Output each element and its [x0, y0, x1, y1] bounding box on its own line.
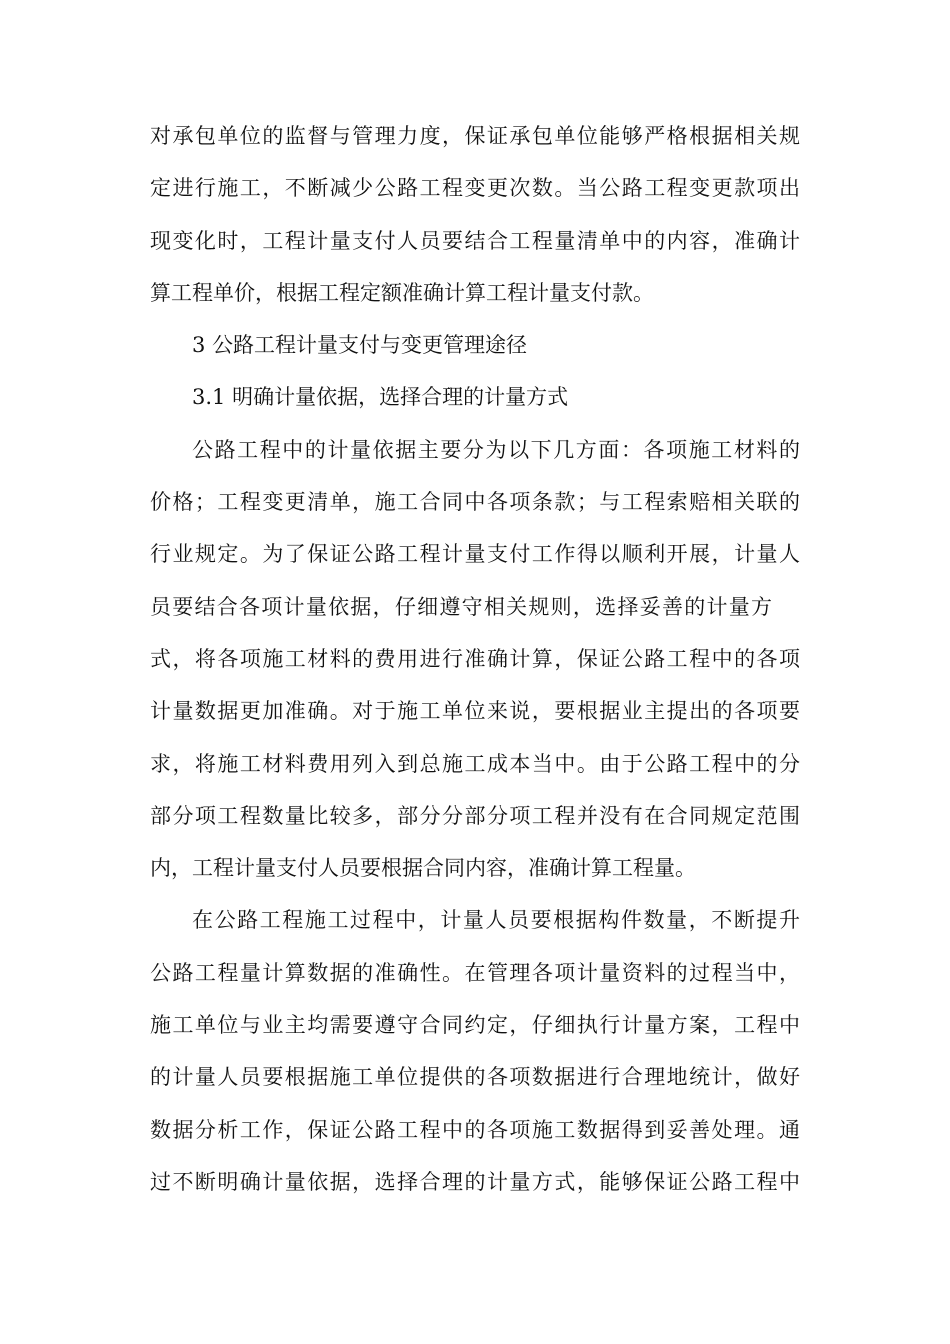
paragraph-line: 式，将各项施工材料的费用进行准确计算，保证公路工程中的各项	[150, 646, 800, 671]
paragraph-line: 公路工程中的计量依据主要分为以下几方面：各项施工材料的	[192, 437, 800, 462]
paragraph-line: 部分项工程数量比较多，部分分部分项工程并没有在合同规定范围	[150, 803, 800, 828]
paragraph-line: 计量数据更加准确。对于施工单位来说，要根据业主提出的各项要	[150, 699, 800, 724]
paragraph-line: 过不断明确计量依据，选择合理的计量方式，能够保证公路工程中	[150, 1169, 800, 1194]
paragraph-line: 公路工程量计算数据的准确性。在管理各项计量资料的过程当中，	[150, 960, 800, 985]
paragraph-line: 现变化时，工程计量支付人员要结合工程量清单中的内容，准确计	[150, 228, 800, 253]
paragraph-line: 对承包单位的监督与管理力度，保证承包单位能够严格根据相关规	[150, 124, 800, 148]
body-text	[150, 110, 800, 1208]
paragraph-line: 内，工程计量支付人员要根据合同内容，准确计算工程量。	[150, 856, 696, 881]
paragraph-line: 施工单位与业主均需要遵守合同约定，仔细执行计量方案，工程中	[150, 1013, 800, 1038]
paragraph-line: 员要结合各项计量依据，仔细遵守相关规则，选择妥善的计量方	[150, 594, 772, 619]
paragraph-line: 算工程单价，根据工程定额准确计算工程计量支付款。	[150, 280, 654, 305]
paragraph-line: 的计量人员要根据施工单位提供的各项数据进行合理地统计，做好	[150, 1065, 800, 1090]
paragraph-line: 数据分析工作，保证公路工程中的各项施工数据得到妥善处理。通	[150, 1117, 800, 1142]
paragraph-line: 求，将施工材料费用列入到总施工成本当中。由于公路工程中的分	[150, 751, 800, 776]
subsection-heading: 3.1 明确计量依据，选择合理的计量方式	[192, 385, 569, 410]
paragraph-line: 定进行施工，不断减少公路工程变更次数。当公路工程变更款项出	[150, 176, 800, 201]
section-heading: 3 公路工程计量支付与变更管理途径	[192, 333, 528, 358]
paragraph-line: 价格；工程变更清单，施工合同中各项条款；与工程索赔相关联的	[150, 490, 800, 515]
paragraph-line: 行业规定。为了保证公路工程计量支付工作得以顺利开展，计量人	[150, 542, 800, 567]
paragraph-line: 在公路工程施工过程中，计量人员要根据构件数量，不断提升	[192, 908, 800, 933]
